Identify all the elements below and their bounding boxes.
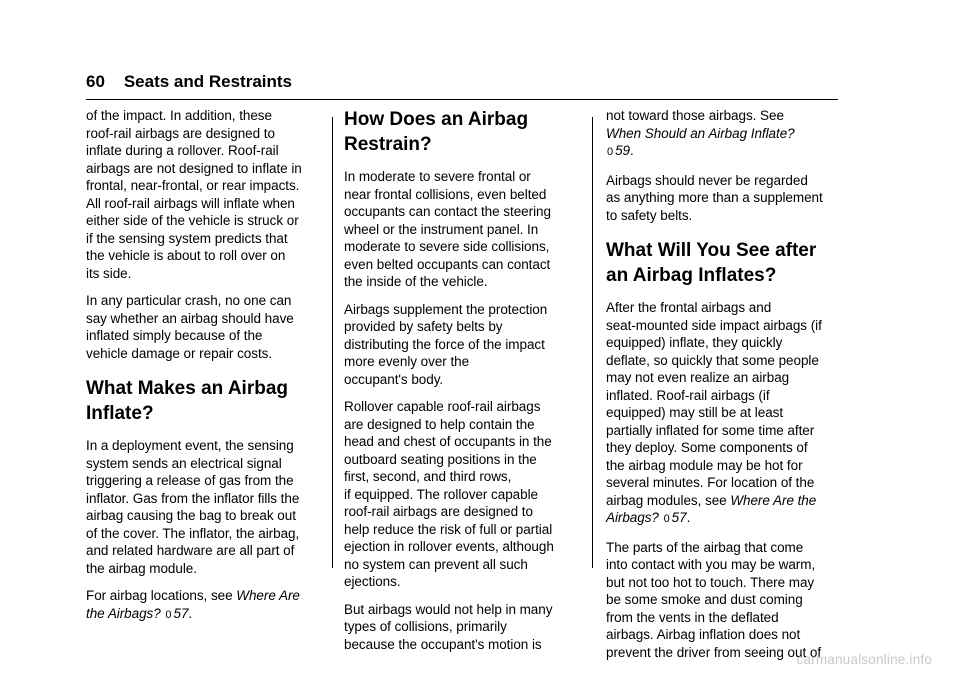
paragraph: After the frontal airbags and seat-mounted side impact airbags (if equipped) inflate, they quickly deflate, so quickly that some people may not even realize an airbag inflated. Roof-rail airbags (if equipped) may still be at least partially inflated for some time after they deploy. Some components of the airbag module may be hot for several minutes. For location of the airbag modules, see Where Are the Airbags? 0 57. [606, 300, 822, 525]
paragraph: The parts of the airbag that come into contact with you may be warm, but not too hot to touch. There may be some smoke and dust coming from the vents in the deflated airbags. Airbag inflation does not prevent the driver from seeing out of [606, 539, 822, 660]
section-heading: What Makes an Airbag Inflate? [86, 378, 289, 424]
column-divider-2 [592, 117, 593, 568]
paragraph: In any particular crash, no one can say whether an airbag should have inflated simply because of the vehicle damage or repair costs. [86, 293, 294, 361]
text-column-2 [344, 107, 576, 663]
section-heading: How Does an Airbag Restrain? [344, 109, 529, 155]
text-column-1 [86, 107, 322, 634]
page-number: 60 [86, 72, 105, 91]
page-reference-icon: 0 [607, 146, 614, 158]
column-divider-1 [332, 117, 333, 568]
page-reference-icon: 0 [663, 513, 670, 525]
cross-reference-page[interactable]: 57 [671, 510, 687, 525]
cross-reference-page[interactable]: 59 [615, 143, 630, 158]
paragraph: Airbags should never be regarded as anything more than a supplement to safety belts. [606, 172, 823, 223]
section-title: Seats and Restraints [123, 72, 293, 91]
paragraph: For airbag locations, see Where Are the Airbags? 0 57. [86, 588, 300, 621]
paragraph: of the impact. In addition, these roof-rail airbags are designed to inflate during a rollover. Roof-rail airbags are not designed to inflate in frontal, near-frontal, or rear impacts. All roof-rail airbags will inflate when either side of the vehicle is struck or if the sensing system predicts that the vehicle is about to roll over on its side. [86, 108, 302, 281]
text-column-3 [606, 107, 840, 671]
paragraph: Airbags supplement the protection provided by safety belts by distributing the force of the impact more evenly over the occupant's body. [344, 301, 548, 387]
paragraph: But airbags would not help in many types of collisions, primarily because the occupant's motion is [344, 601, 553, 652]
cross-reference-page[interactable]: 57 [173, 605, 189, 621]
header-rule [86, 99, 838, 100]
paragraph: In a deployment event, the sensing system sends an electrical signal triggering a release of gas from the inflator. Gas from the inflator fills the airbag causing the bag to break out of the cover. The inflator, the airbag, and related hardware are all part of the airbag module. [86, 438, 300, 576]
cross-reference-link[interactable]: Where Are the Airbags? [606, 492, 817, 525]
watermark: carmanualsonline.info [796, 652, 932, 667]
paragraph: not toward those airbags. See When Should an Airbag Inflate? 0 59. [606, 108, 795, 158]
section-heading: What Will You See after an Airbag Inflates? [606, 240, 817, 286]
page-header [86, 72, 838, 92]
paragraph: Rollover capable roof-rail airbags are designed to help contain the head and chest of occupants in the outboard seating positions in the first, second, and third rows, if equipped. The rollover capable roof-rail airbags are designed to help reduce the risk of full or partial ejection in rollover events, although no system can prevent all such ejections. [344, 399, 554, 589]
cross-reference-link[interactable]: When Should an Airbag Inflate? [606, 125, 795, 141]
page-reference-icon: 0 [165, 608, 172, 621]
paragraph: In moderate to severe frontal or near frontal collisions, even belted occupants can contact the steering wheel or the instrument panel. In moderate to severe side collisions, even belted occupants can contact the inside of the vehicle. [344, 169, 551, 289]
cross-reference-link[interactable]: Where Are the Airbags? [86, 588, 300, 621]
